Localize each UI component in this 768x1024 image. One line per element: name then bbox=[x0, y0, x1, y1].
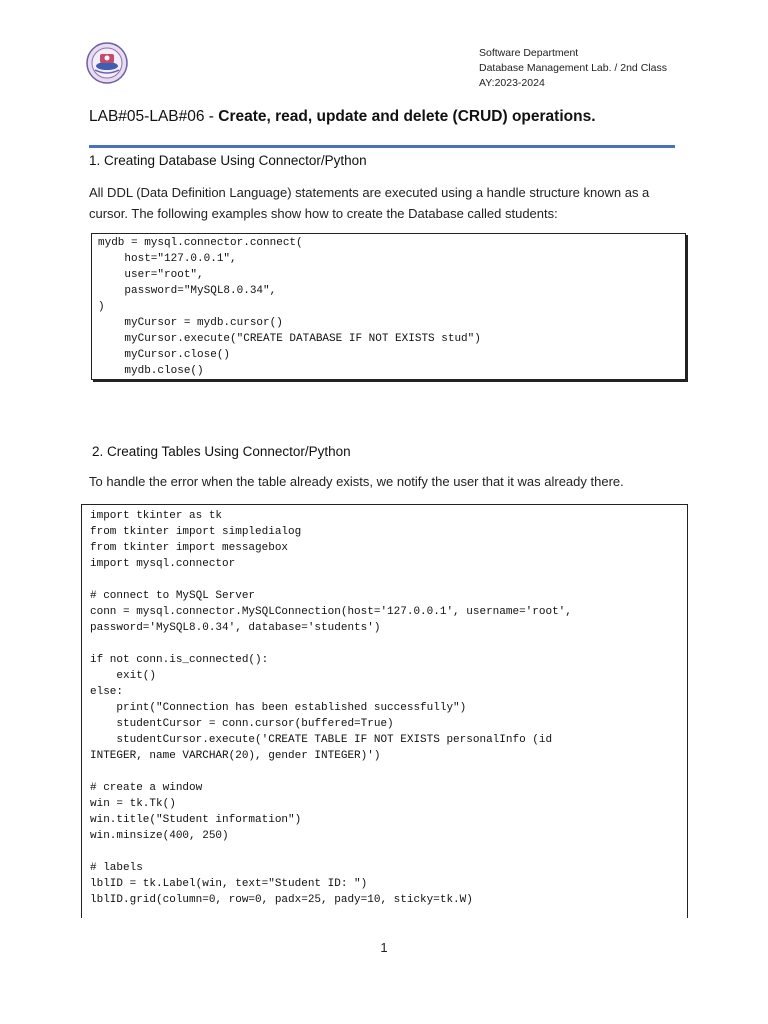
page-number: 1 bbox=[380, 940, 388, 955]
university-seal-icon bbox=[86, 42, 128, 84]
lab-topic: Create, read, update and delete (CRUD) operations. bbox=[218, 108, 596, 125]
department-name: Software Department bbox=[479, 47, 579, 59]
academic-year: AY:2023-2024 bbox=[479, 77, 545, 89]
section2-paragraph: To handle the error when the table already exists, we notify the user that it was already there. bbox=[89, 474, 624, 489]
section1-code-block bbox=[91, 233, 686, 380]
page-title bbox=[89, 108, 596, 126]
section2-code: import tkinter as tk from tkinter import simpledialog from tkinter import messagebox import mysql.connector # connect to MySQL Server conn = mysql.connector.MySQLConnection(host='127.0.0.1', username='root', password='MySQL8.0.34', database='students') if not conn.is_connected(): exit() else: print("Connection has been established successfully") studentCursor = conn.cursor(buffered=True) studentCursor.execute('CREATE TABLE IF NOT EXISTS personalInfo (id INTEGER, name VARCHAR(20), gender INTEGER)') # create a window win = tk.Tk() win.title("Student information") win.minsize(400, 250) # labels lblID = tk.Label(win, text="Student ID: ") lblID.grid(column=0, row=0, padx=25, pady=10, sticky=tk.W) bbox=[90, 510, 572, 906]
section2-heading: 2. Creating Tables Using Connector/Python bbox=[92, 444, 351, 459]
title-divider bbox=[89, 145, 675, 148]
course-name: Database Management Lab. / 2nd Class bbox=[479, 62, 667, 74]
section1-heading: 1. Creating Database Using Connector/Python bbox=[89, 153, 367, 168]
section1-paragraph: All DDL (Data Definition Language) statements are executed using a handle structure known as a cursor. The following examples show how to create the Database called students: bbox=[89, 185, 650, 221]
section2-code-block bbox=[81, 504, 688, 918]
lab-number: LAB#05-LAB#06 - bbox=[89, 108, 219, 125]
section1-code: mydb = mysql.connector.connect( host="127.0.0.1", user="root", password="MySQL8.0.34", ) myCursor = mydb.cursor() myCursor.execute("CREATE DATABASE IF NOT EXISTS stud") myCursor.close() mydb.close() bbox=[98, 237, 481, 377]
department-info bbox=[479, 46, 667, 91]
